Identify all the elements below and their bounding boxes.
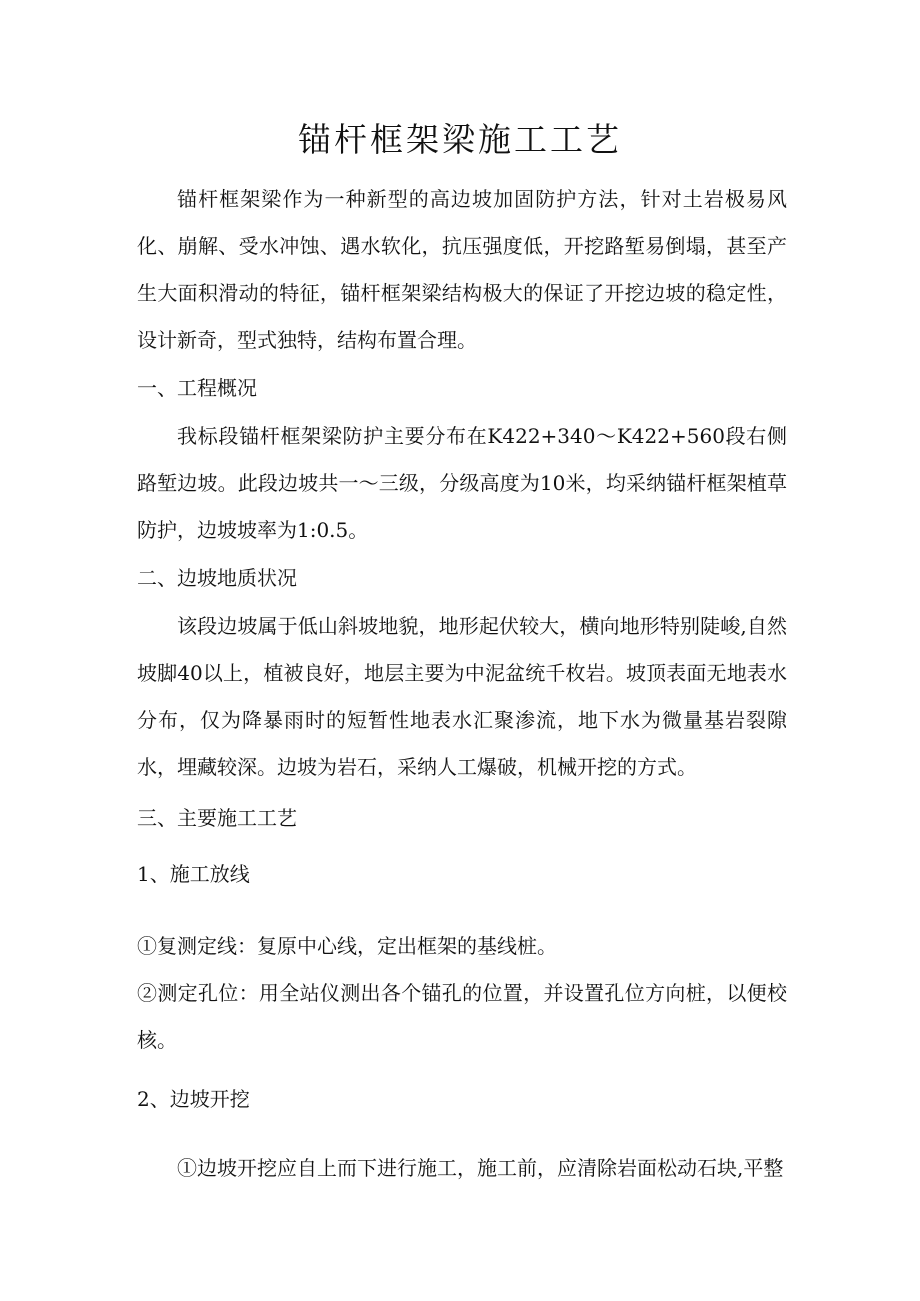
document-title: 锚杆框架梁施工工艺 xyxy=(298,120,622,159)
section-heading-overview: 一、工程概况 xyxy=(137,376,257,400)
excavation-item-1: ①边坡开挖应自上而下进行施工，施工前，应清除岩面松动石块,平整 xyxy=(177,1156,784,1180)
layout-item-1: ①复测定线：复原中心线，定出框架的基线桩。 xyxy=(137,934,557,958)
geology-paragraph: 该段边坡属于低山斜坡地貌，地形起伏较大，横向地形特别陡峻,自然坡脚40以上，植被良好，地层主要为中泥盆统千枚岩。坡顶表面无地表水分布，仅为降暴雨时的短暂性地表水汇聚渗流，地下水为微量基岩裂隙水，埋藏较深。边坡为岩石，采纳人工爆破，机械开挖的方式。 xyxy=(137,614,787,779)
overview-paragraph: 我标段锚杆框架梁防护主要分布在K422+340～K422+560段右侧路堑边坡。此段边坡共一～三级，分级高度为10米，均采纳锚杆框架植草防护，边坡坡率为1:0.5。 xyxy=(137,424,787,542)
section-heading-process: 三、主要施工工艺 xyxy=(137,806,297,830)
section-heading-geology: 二、边坡地质状况 xyxy=(137,566,297,590)
layout-item-2: ②测定孔位：用全站仪测出各个锚孔的位置，并设置孔位方向桩，以便校核。 xyxy=(137,981,787,1052)
subsection-heading-excavation: 2、边坡开挖 xyxy=(137,1087,250,1111)
intro-paragraph: 锚杆框架梁作为一种新型的高边坡加固防护方法，针对土岩极易风化、崩解、受水冲蚀、遇水软化，抗压强度低，开挖路堑易倒塌，甚至产生大面积滑动的特征，锚杆框架梁结构极大的保证了开挖边坡的稳定性，设计新奇，型式独特，结构布置合理。 xyxy=(137,187,787,352)
subsection-heading-layout: 1、施工放线 xyxy=(137,862,250,886)
